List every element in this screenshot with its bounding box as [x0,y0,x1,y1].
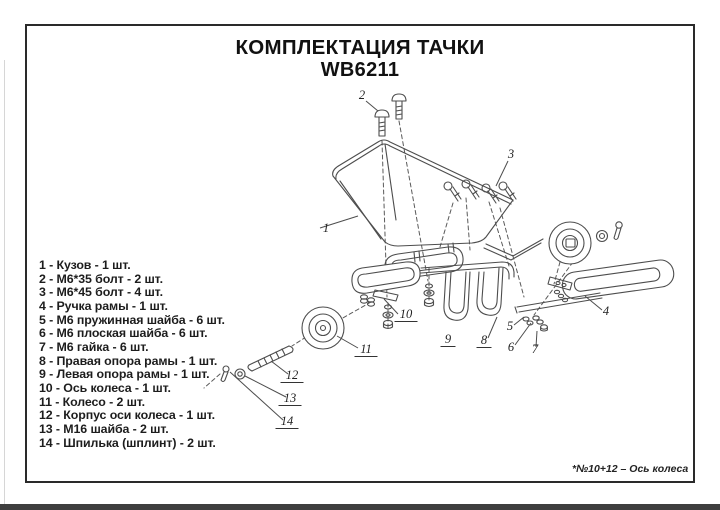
callout-8: 8 [480,333,488,347]
tub-drawing [333,140,513,246]
parts-list-item: 2 - М6*35 болт - 2 шт. [39,271,163,286]
callout-3: 3 [507,147,515,161]
doc-subtitle-model: WB6211 [320,59,400,81]
left-wheel-drawing [302,307,344,349]
frame-supports-drawing [352,239,543,320]
footnote-note: *№10+12 – Ось колеса [572,463,689,475]
dashed-guides [204,121,573,388]
hardware-stacks-drawing [361,284,548,331]
parts-list-item: 5 - М6 пружинная шайба - 6 шт. [39,312,225,327]
parts-list-item: 10 - Ось колеса - 1 шт. [39,380,171,395]
parts-list-item: 9 - Левая опора рамы - 1 шт. [39,367,210,382]
callout-12: 12 [285,368,299,382]
parts-list-item: 12 - Корпус оси колеса - 1 шт. [39,408,216,423]
parts-list-item: 8 - Правая опора рамы - 1 шт. [39,353,218,368]
axle-washer-right-drawing [597,231,608,242]
callout-13: 13 [283,391,297,405]
callout-6: 6 [507,340,515,354]
cotter-pin-14-drawing [221,366,229,382]
carriage-bolts-drawing [444,180,516,203]
parts-list-item: 11 - Колесо - 2 шт. [39,394,146,409]
parts-list-item: 6 - М6 плоская шайба - 6 шт. [39,326,208,341]
parts-list-item: 13 - М16 шайба - 2 шт. [39,421,169,436]
parts-list-item: 1 - Кузов - 1 шт. [39,258,131,272]
callout-7: 7 [531,342,539,356]
bolt-m6x35-drawing [375,94,406,136]
callout-4: 4 [602,304,610,318]
callout-10: 10 [399,307,413,321]
callout-1: 1 [322,221,330,235]
callout-2: 2 [358,88,366,102]
right-wheel-drawing [549,222,591,264]
parts-list-item: 3 - М6*45 болт - 4 шт. [39,285,163,300]
callout-11: 11 [360,342,372,356]
callout-5: 5 [506,319,514,333]
callout-14: 14 [280,414,294,428]
doc-title: КОМПЛЕКТАЦИЯ ТАЧКИ [235,36,485,59]
cotter-pin-right-drawing [614,222,622,240]
parts-list-item: 4 - Ручка рамы - 1 шт. [39,298,168,313]
parts-list-item: 7 - М6 гайка - 6 шт. [39,339,149,354]
parts-list-item: 14 - Шпилька (шплинт) - 2 шт. [39,435,216,450]
callout-9: 9 [444,332,452,346]
